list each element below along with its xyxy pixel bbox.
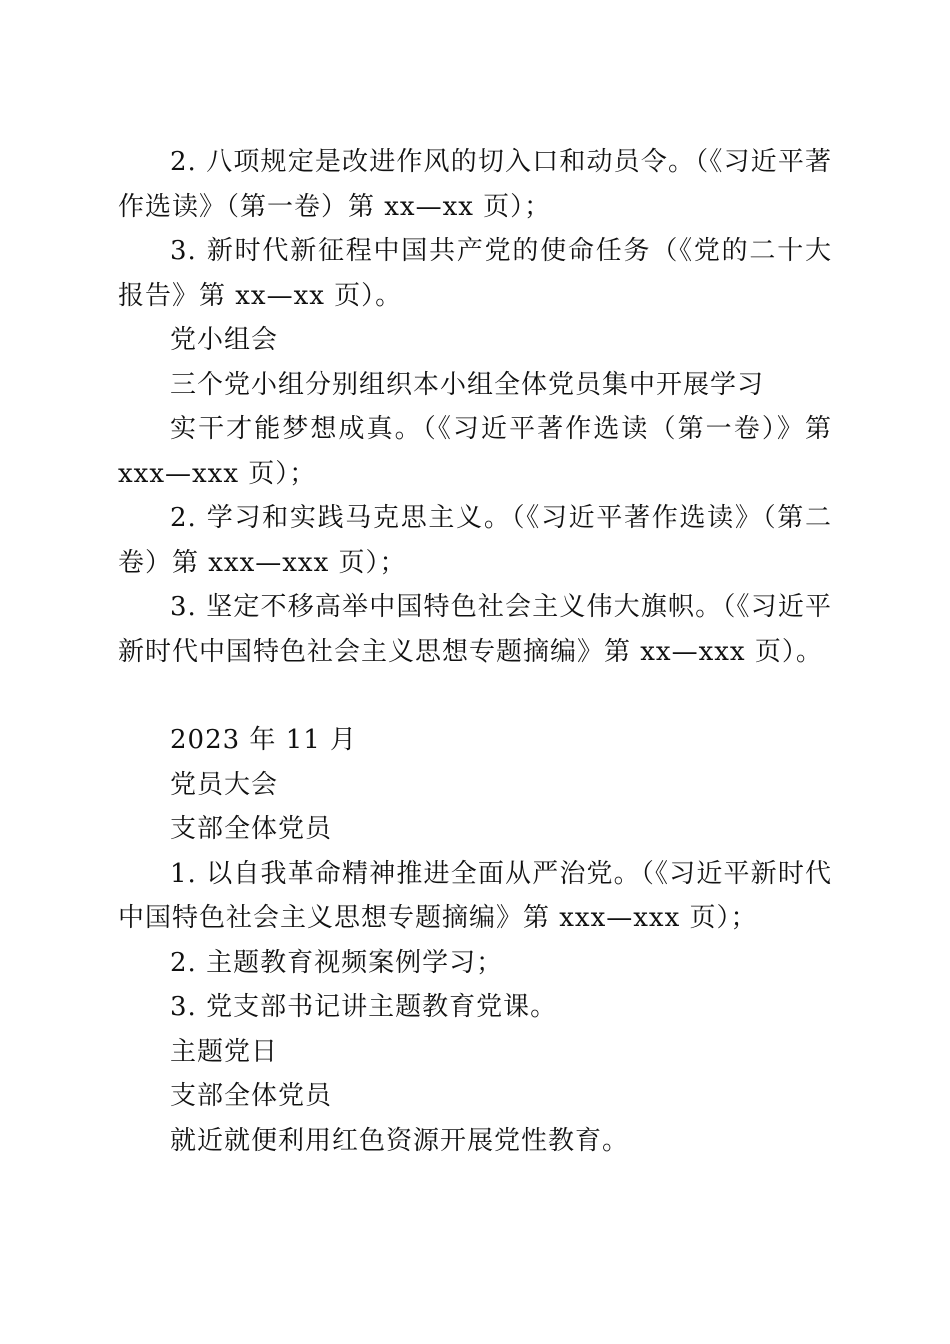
- paragraph: 3. 党支部书记讲主题教育党课。: [170, 992, 558, 1022]
- paragraph: 3. 新时代新征程中国共产党的使命任务（《党的二十大报告》第 xx—xx 页）。: [118, 236, 832, 311]
- heading-theme-party-day: 主题党日: [170, 1036, 279, 1067]
- section-gap: [118, 674, 832, 718]
- paragraph: 就近就便利用红色资源开展党性教育。: [170, 1125, 630, 1156]
- heading-general-meeting: 党员大会: [170, 769, 279, 800]
- paragraph: 实干才能梦想成真。（《习近平著作选读（第一卷）》第 xxx—xxx 页）；: [118, 414, 832, 489]
- participants: 支部全体党员: [170, 1081, 333, 1111]
- paragraph: 三个党小组分别组织本小组全体党员集中开展学习: [170, 369, 765, 400]
- heading-party-group-meeting: 党小组会: [170, 325, 279, 355]
- paragraph: 2. 学习和实践马克思主义。（《习近平著作选读》（第二卷）第 xxx—xxx 页）；: [118, 503, 832, 578]
- document-body: [118, 140, 832, 1163]
- paragraph: 1. 以自我革命精神推进全面从严治党。（《习近平新时代中国特色社会主义思想专题摘编》第 xxx—xxx 页）；: [118, 858, 832, 933]
- month-heading: 2023 年 11 月: [170, 725, 358, 755]
- paragraph: 2. 八项规定是改进作风的切入口和动员令。（《习近平著作选读》（第一卷）第 xx—xx 页）；: [118, 147, 832, 222]
- paragraph: 3. 坚定不移高举中国特色社会主义伟大旗帜。（《习近平新时代中国特色社会主义思想专题摘编》第 xx—xxx 页）。: [118, 592, 832, 667]
- paragraph: 2. 主题教育视频案例学习；: [170, 947, 504, 978]
- participants: 支部全体党员: [170, 814, 333, 844]
